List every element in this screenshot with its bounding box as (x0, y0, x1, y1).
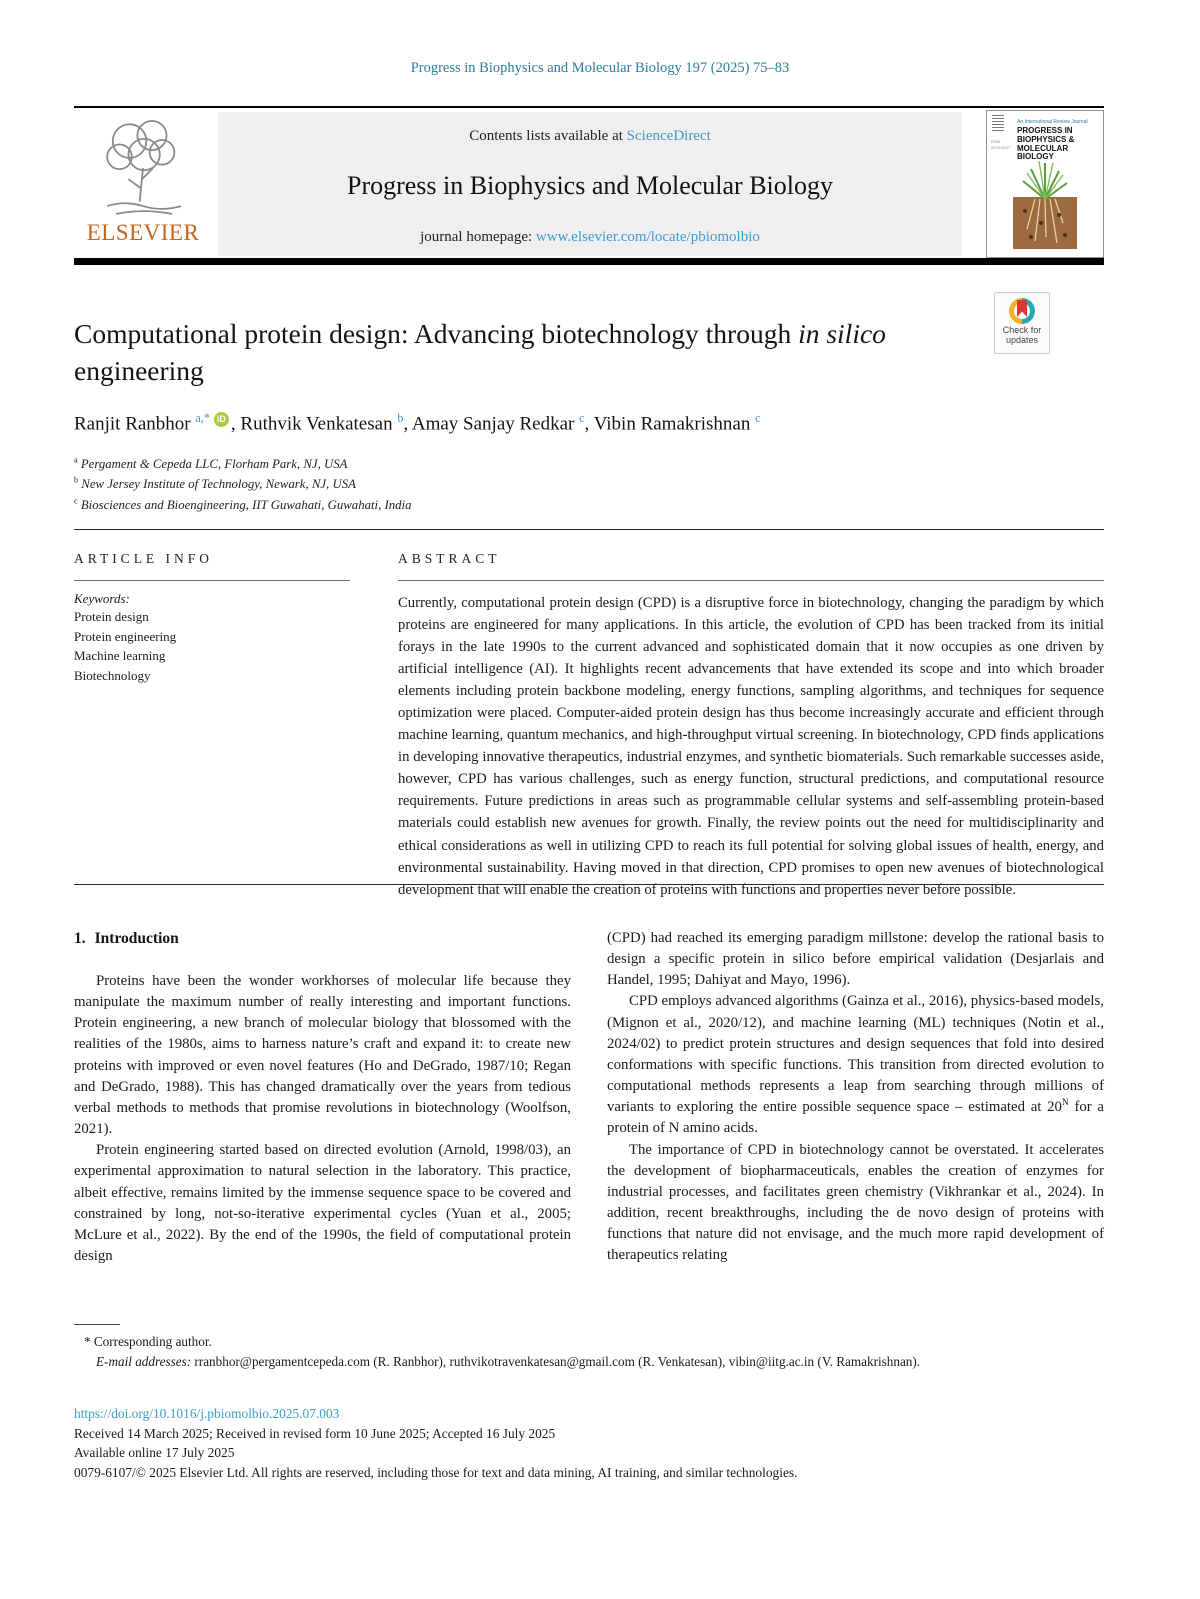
contents-prefix: Contents lists available at (469, 128, 627, 144)
affiliation-text: Pergament & Cepeda LLC, Florham Park, NJ, USA (80, 457, 348, 471)
elsevier-tree-icon (74, 114, 212, 222)
text-link[interactable]: Vikhrankar et al., 2024 (934, 1183, 1078, 1200)
affiliation-line (74, 454, 1074, 474)
keyword-item: Protein design (74, 609, 149, 624)
section-divider (74, 529, 1104, 530)
cover-side-text: ISSN 0079-6107 (991, 139, 1011, 150)
journal-title: Progress in Biophysics and Molecular Biology (346, 171, 833, 200)
check-for-updates-badge[interactable] (994, 292, 1050, 354)
text-link[interactable]: Arnold, 1998/03 (443, 1142, 543, 1159)
keyword-item: Protein engineering (74, 628, 177, 644)
footer-block (74, 1404, 1104, 1483)
homepage-line (218, 229, 962, 246)
abstract-column (398, 551, 1104, 901)
text-link[interactable]: Mignon et al., 2020/12 (611, 1014, 757, 1031)
text-link[interactable]: Regan and DeGrado, 1988 (74, 1057, 572, 1095)
body-paragraph: Protein engineering started based on directed evolution (Arnold, 1998/03), an experimental approximation to natural selection in the laboratory. This practice, albeit effective, remains limited by the immense sequence space to be covered and constrained by long, not-so-iterative experimental cycles (Yuan et al., 2005; McLure et al., 2022). By the end of the 1990s, the field of computational protein design (74, 1142, 572, 1265)
section-title: Introduction (94, 930, 179, 947)
text-link[interactable]: ruthvikotravenkatesan@gmail.com (449, 1354, 635, 1369)
text-link[interactable]: Woolfson, 2021 (74, 1099, 571, 1138)
badge-line1: Check for (1002, 325, 1042, 335)
article-info-rule (74, 580, 350, 581)
cover-tagline: An International Review Journal (1017, 119, 1088, 125)
article-info-column (74, 551, 350, 685)
body-paragraph: The importance of CPD in biotechnology cannot be overstated. It accelerates the development of biopharmaceuticals, enables the creation of enzymes for industrial processes, and facilitates green chemistry (Vikhrankar et al., 2024). In addition, recent breakthroughs, including the de novo design of proteins with functions that nature did not envisage, and the much more rapid development of therapeutics relating (607, 1141, 1104, 1264)
text-link[interactable]: Notin et al., 2024/02 (607, 1014, 1105, 1052)
author-line: Ranjit Ranbhor $^{a,*}$ iD , Ruthvik Venkatesan $^b$, Amay Sanjay Redkar $^c$, Vibin Ramakrishnan $^c$ (74, 411, 761, 435)
affiliation-text: New Jersey Institute of Technology, Newark, NJ, USA (81, 477, 356, 492)
journal-reference: Progress in Biophysics and Molecular Biology 197 (2025) 75–83 (410, 60, 790, 76)
affiliation-line (74, 495, 1074, 515)
journal-header (74, 106, 1104, 260)
corresponding-author-note: * Corresponding author. (84, 1334, 212, 1349)
abstract-text: Currently, computational protein design (CPD) is a disruptive force in biotechnology, changing the paradigm by which proteins are engineered for many applications. In this article, the evolution of CPD has been tracked from its initial forays in the late 1990s to the current advanced and sophisticated domain that it now occupies as one driven by artificial intelligence (AI). It highlights recent advancements that have extended its scope and into which broader elements including protein backbone modeling, energy functions, sampling algorithms, and techniques for sequence optimization were placed. Computer-aided protein design has thus become increasingly accurate and efficient through machine learning, quantum mechanics, and high-throughput virtual screening. In biotechnology, CPD finds applications in developing innovative therapeutics, industrial enzymes, and synthetic biomaterials. Such remarkable successes aside, however, CPD has various challenges, such as energy function, structural predictions, and computational resource requirements. Future predictions in areas such as programmable cellular systems and self-assembling protein-based materials could establish new avenues for growth. Finally, the review points out the need for multidisciplinarity and ethical considerations as well in utilizing CPD to reach its full potential for solving global issues of health, energy, and environmental sustainability. Having moved in that direction, CPD promises to open new avenues of biotechnological development that will enable the creation of proteins with functions and properties never before possible. (398, 595, 1104, 898)
body-paragraph: (CPD) had reached its emerging paradigm millstone: develop the rational basis to design a specific protein in silico before empirical validation (Desjarlais and Handel, 1995; Dahiyat and Mayo, 1996). (607, 930, 1104, 989)
abstract-heading: ABSTRACT (398, 551, 501, 566)
body-column-left (74, 971, 571, 1267)
text-link[interactable]: vibin@iitg.ac.in (728, 1354, 815, 1369)
text-link[interactable]: Ho and DeGrado, 1987/10 (363, 1057, 525, 1074)
journal-cover-thumbnail[interactable] (986, 110, 1104, 258)
introduction-heading (74, 930, 179, 948)
cover-plant-image (1013, 153, 1077, 249)
badge-line2: updates (1005, 335, 1039, 346)
copyright-line: 0079-6107/© 2025 Elsevier Ltd. All rights are reserved, including those for text and data mining, AI training, and similar technologies. (74, 1465, 798, 1481)
affiliation-line (74, 474, 1074, 494)
section-divider (74, 884, 1104, 885)
abstract-rule (398, 580, 1104, 581)
keyword-item: Biotechnology (74, 667, 151, 683)
keywords-label: Keywords: (74, 591, 130, 606)
text-link[interactable]: Gainza et al., 2016 (846, 993, 959, 1010)
cover-barcode-icon (992, 115, 1004, 131)
affiliations (74, 454, 1074, 515)
available-online-line: Available online 17 July 2025 (74, 1445, 235, 1461)
article-title: Computational protein design: Advancing biotechnology through in silico engineering (74, 318, 886, 386)
affiliation-sup: c (74, 496, 78, 506)
body-paragraph: Proteins have been the wonder workhorses of molecular life because they manipulate the maximum number of really interesting and important functions. Protein engineering, a new branch of molecular biology that blossomed with the realities of the 1980s, aims to harness nature’s craft and expand it: to create new proteins with improved or even novel features (Ho and DeGrado, 1987/10; Regan and DeGrado, 1988). This has changed dramatically over the years from tedious verbal methods to methods that promise revolutions in biotechnology (Woolfson, 2021). (74, 973, 572, 1138)
sciencedirect-link[interactable]: ScienceDirect (626, 128, 711, 144)
text-link[interactable]: McLure et al., 2022 (74, 1226, 196, 1243)
text-link[interactable]: rranbhor@pergamentcepeda.com (194, 1354, 370, 1369)
doi-link[interactable]: https://doi.org/10.1016/j.pbiomolbio.2025.07.003 (74, 1406, 340, 1421)
contents-line (218, 128, 962, 145)
text-link[interactable]: Yuan et al., 2005 (450, 1205, 567, 1222)
footnote-rule (74, 1324, 120, 1325)
header-divider-bar (74, 258, 1104, 265)
contents-box (218, 112, 962, 256)
elsevier-logo[interactable] (74, 114, 212, 256)
text-link[interactable]: Dahiyat and Mayo, 1996 (694, 972, 842, 989)
affiliation-text: Biosciences and Bioengineering, IIT Guwahati, Guwahati, India (80, 497, 412, 512)
received-line: Received 14 March 2025; Received in revised form 10 June 2025; Accepted 16 July 2025 (74, 1425, 556, 1441)
body-paragraph: CPD employs advanced algorithms (Gainza et al., 2016), physics-based models, (Mignon et al., 2020/12), and machine learning (ML) techniques (Notin et al., 2024/02) to predict protein structures and design sequences that fold into desired conformations with specific functions. This transition from directed evolution to computational methods represents a leap from searching through millions of variants to exploring the entire possible sequence space – estimated at $20^N$ for a protein of N amino acids. (607, 993, 1105, 1137)
elsevier-wordmark: ELSEVIER (86, 220, 200, 245)
section-number: 1. (74, 930, 86, 947)
article-info-heading: ARTICLE INFO (74, 551, 214, 566)
journal-homepage-link[interactable]: www.elsevier.com/locate/pbiomolbio (535, 229, 760, 245)
homepage-prefix: journal homepage: (420, 229, 536, 245)
badge-text (995, 325, 1049, 346)
crossmark-icon (1009, 298, 1035, 324)
crossmark-ribbon-icon (1017, 300, 1027, 317)
body-column-right (607, 928, 1104, 1267)
keyword-item: Machine learning (74, 648, 166, 663)
affiliation-sup: b (74, 476, 79, 486)
affiliation-sup: a (74, 455, 78, 465)
cover-title: PROGRESS IN BIOPHYSICS & MOLECULAR BIOLOGY (1017, 126, 1075, 162)
email-addresses-line: E-mail addresses: rranbhor@pergamentcepeda.com (R. Ranbhor), ruthvikotravenkatesan@gmail.com (R. Venkatesan), vibin@iitg.ac.in (V. Ramakrishnan). (96, 1354, 921, 1369)
orcid-icon[interactable]: iD (214, 412, 229, 427)
text-link[interactable]: Desjarlais and Handel, 1995 (607, 951, 1104, 989)
footnote-block (74, 1324, 1104, 1370)
